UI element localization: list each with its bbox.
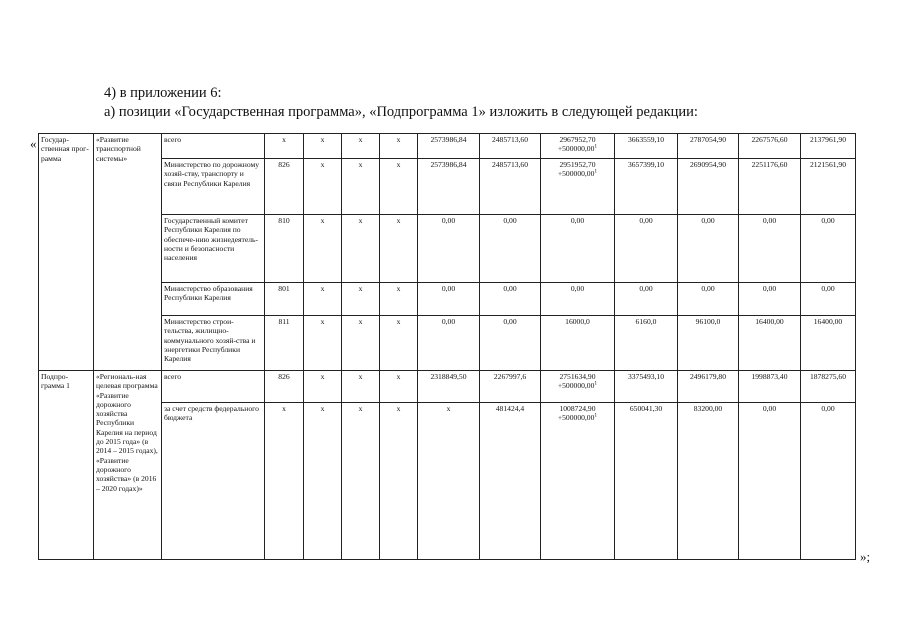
table-row [39, 316, 856, 371]
value-2014-cell: 2573986,84 [418, 134, 480, 159]
grbs-cell: 826 [265, 371, 304, 403]
status-cell: Государ-ственная прог-рамма [39, 134, 94, 371]
value-2016-main: 2967952,70 [559, 135, 596, 144]
program-funding-table [38, 133, 856, 560]
value-2020-cell: 2137961,90 [801, 134, 856, 159]
vr-cell: х [380, 134, 418, 159]
program-name-cell: «Региональ-ная целевая программа «Развитие дорожного хозяйства Республики Карелия на период до 2015 года» (в 2014 – 2015 годах), «Развитие дорожного хозяйства» (в 2016 – 2020 годах)» [94, 371, 162, 560]
table-row [39, 134, 856, 159]
value-2017-cell: 3375493,10 [615, 371, 678, 403]
vr-cell: х [380, 403, 418, 560]
value-2019-cell: 1998873,40 [739, 371, 801, 403]
value-2018-cell: 96100,0 [678, 316, 739, 371]
value-2016-addition: $+500000,00^1$ [557, 380, 598, 391]
table-row [39, 283, 856, 316]
value-2020-cell: 0,00 [801, 215, 856, 283]
rzpr-cell: х [304, 403, 342, 560]
rzpr-cell: х [304, 283, 342, 316]
value-2017-cell: 3657399,10 [615, 159, 678, 215]
value-2018-cell: 2787054,90 [678, 134, 739, 159]
grbs-cell: 826 [265, 159, 304, 215]
funding-source-cell: Министерство строи-тельства, жилищно-коммунального хозяй-ства и энергетики Республики Карелия [162, 316, 265, 371]
csr-cell: х [342, 403, 380, 560]
value-2016-addition: $+500000,00^1$ [557, 168, 598, 179]
funding-source-cell: всего [162, 371, 265, 403]
value-2016-main: 2951952,70 [559, 160, 596, 169]
value-2015-cell: 0,00 [480, 283, 541, 316]
value-2020-cell: 0,00 [801, 283, 856, 316]
csr-cell: х [342, 215, 380, 283]
value-2020-cell: 2121561,90 [801, 159, 856, 215]
value-2015-cell: 0,00 [480, 215, 541, 283]
value-2019-cell: 0,00 [739, 283, 801, 316]
value-2016-addition: $+500000,00^1$ [557, 412, 598, 423]
value-2016-cell [541, 159, 615, 215]
value-2016-addition: $+500000,00^1$ [557, 143, 598, 154]
value-2020-cell: 0,00 [801, 403, 856, 560]
value-2014-cell: 0,00 [418, 316, 480, 371]
funding-source-cell: за счет средств федерального бюджета [162, 403, 265, 560]
value-2016-cell [541, 403, 615, 560]
rzpr-cell: х [304, 316, 342, 371]
value-2014-cell: 2318849,50 [418, 371, 480, 403]
table-row [39, 159, 856, 215]
vr-cell: х [380, 159, 418, 215]
value-2019-cell: 2267576,60 [739, 134, 801, 159]
value-2019-cell: 0,00 [739, 403, 801, 560]
vr-cell: х [380, 283, 418, 316]
csr-cell: х [342, 371, 380, 403]
closing-quote: »; [860, 549, 871, 564]
value-2017-cell: 650041,30 [615, 403, 678, 560]
value-2015-cell: 0,00 [480, 316, 541, 371]
grbs-cell: 811 [265, 316, 304, 371]
value-2016-main: 1008724,90 [559, 404, 596, 413]
value-2015-cell: 2485713,60 [480, 159, 541, 215]
funding-source-cell: Министерство по дорожному хозяй-ству, транспорту и связи Республики Карелия [162, 159, 265, 215]
value-2020-cell: 16400,00 [801, 316, 856, 371]
value-2019-cell: 2251176,60 [739, 159, 801, 215]
grbs-cell: 810 [265, 215, 304, 283]
vr-cell: х [380, 371, 418, 403]
table-row [39, 215, 856, 283]
vr-cell: х [380, 215, 418, 283]
vr-cell: х [380, 316, 418, 371]
value-2017-cell: 0,00 [615, 215, 678, 283]
value-2016-main: 2751634,90 [559, 372, 596, 381]
value-2018-cell: 2690954,90 [678, 159, 739, 215]
value-2015-cell: 481424,4 [480, 403, 541, 560]
value-2014-cell: 2573986,84 [418, 159, 480, 215]
csr-cell: х [342, 283, 380, 316]
rzpr-cell: х [304, 134, 342, 159]
value-2018-cell: 0,00 [678, 215, 739, 283]
rzpr-cell: х [304, 215, 342, 283]
program-name-cell: «Развитие транспортной системы» [94, 134, 162, 371]
funding-source-cell: Министерство образования Республики Карелия [162, 283, 265, 316]
value-2018-cell: 0,00 [678, 283, 739, 316]
value-2016-cell: 0,00 [541, 283, 615, 316]
amendment-item-4: 4) в приложении 6: [104, 85, 222, 101]
value-2019-cell: 0,00 [739, 215, 801, 283]
opening-quote: « [30, 136, 37, 151]
csr-cell: х [342, 134, 380, 159]
status-cell: Подпро-грамма 1 [39, 371, 94, 560]
value-2018-cell: 2496179,80 [678, 371, 739, 403]
value-2020-cell: 1878275,60 [801, 371, 856, 403]
value-2019-cell: 16400,00 [739, 316, 801, 371]
value-2017-cell: 3663559,10 [615, 134, 678, 159]
value-2015-cell: 2267997,6 [480, 371, 541, 403]
value-2014-cell: 0,00 [418, 283, 480, 316]
table-row [39, 403, 856, 560]
value-2015-cell: 2485713,60 [480, 134, 541, 159]
grbs-cell: 801 [265, 283, 304, 316]
amendment-subitem-a: а) позиции «Государственная программа», «Подпрограмма 1» изложить в следующей редакции: [104, 104, 698, 120]
grbs-cell: х [265, 403, 304, 560]
csr-cell: х [342, 159, 380, 215]
rzpr-cell: х [304, 159, 342, 215]
rzpr-cell: х [304, 371, 342, 403]
grbs-cell: х [265, 134, 304, 159]
value-2017-cell: 6160,0 [615, 316, 678, 371]
value-2016-cell [541, 134, 615, 159]
value-2016-cell: 16000,0 [541, 316, 615, 371]
csr-cell: х [342, 316, 380, 371]
value-2016-cell: 0,00 [541, 215, 615, 283]
value-2017-cell: 0,00 [615, 283, 678, 316]
funding-source-cell: всего [162, 134, 265, 159]
value-2014-cell: 0,00 [418, 215, 480, 283]
funding-source-cell: Государственный комитет Республики Карелия по обеспече-нию жизнедеятель-ности и безопасности населения [162, 215, 265, 283]
value-2014-cell: х [418, 403, 480, 560]
value-2018-cell: 83200,00 [678, 403, 739, 560]
value-2016-cell [541, 371, 615, 403]
table-row [39, 371, 856, 403]
